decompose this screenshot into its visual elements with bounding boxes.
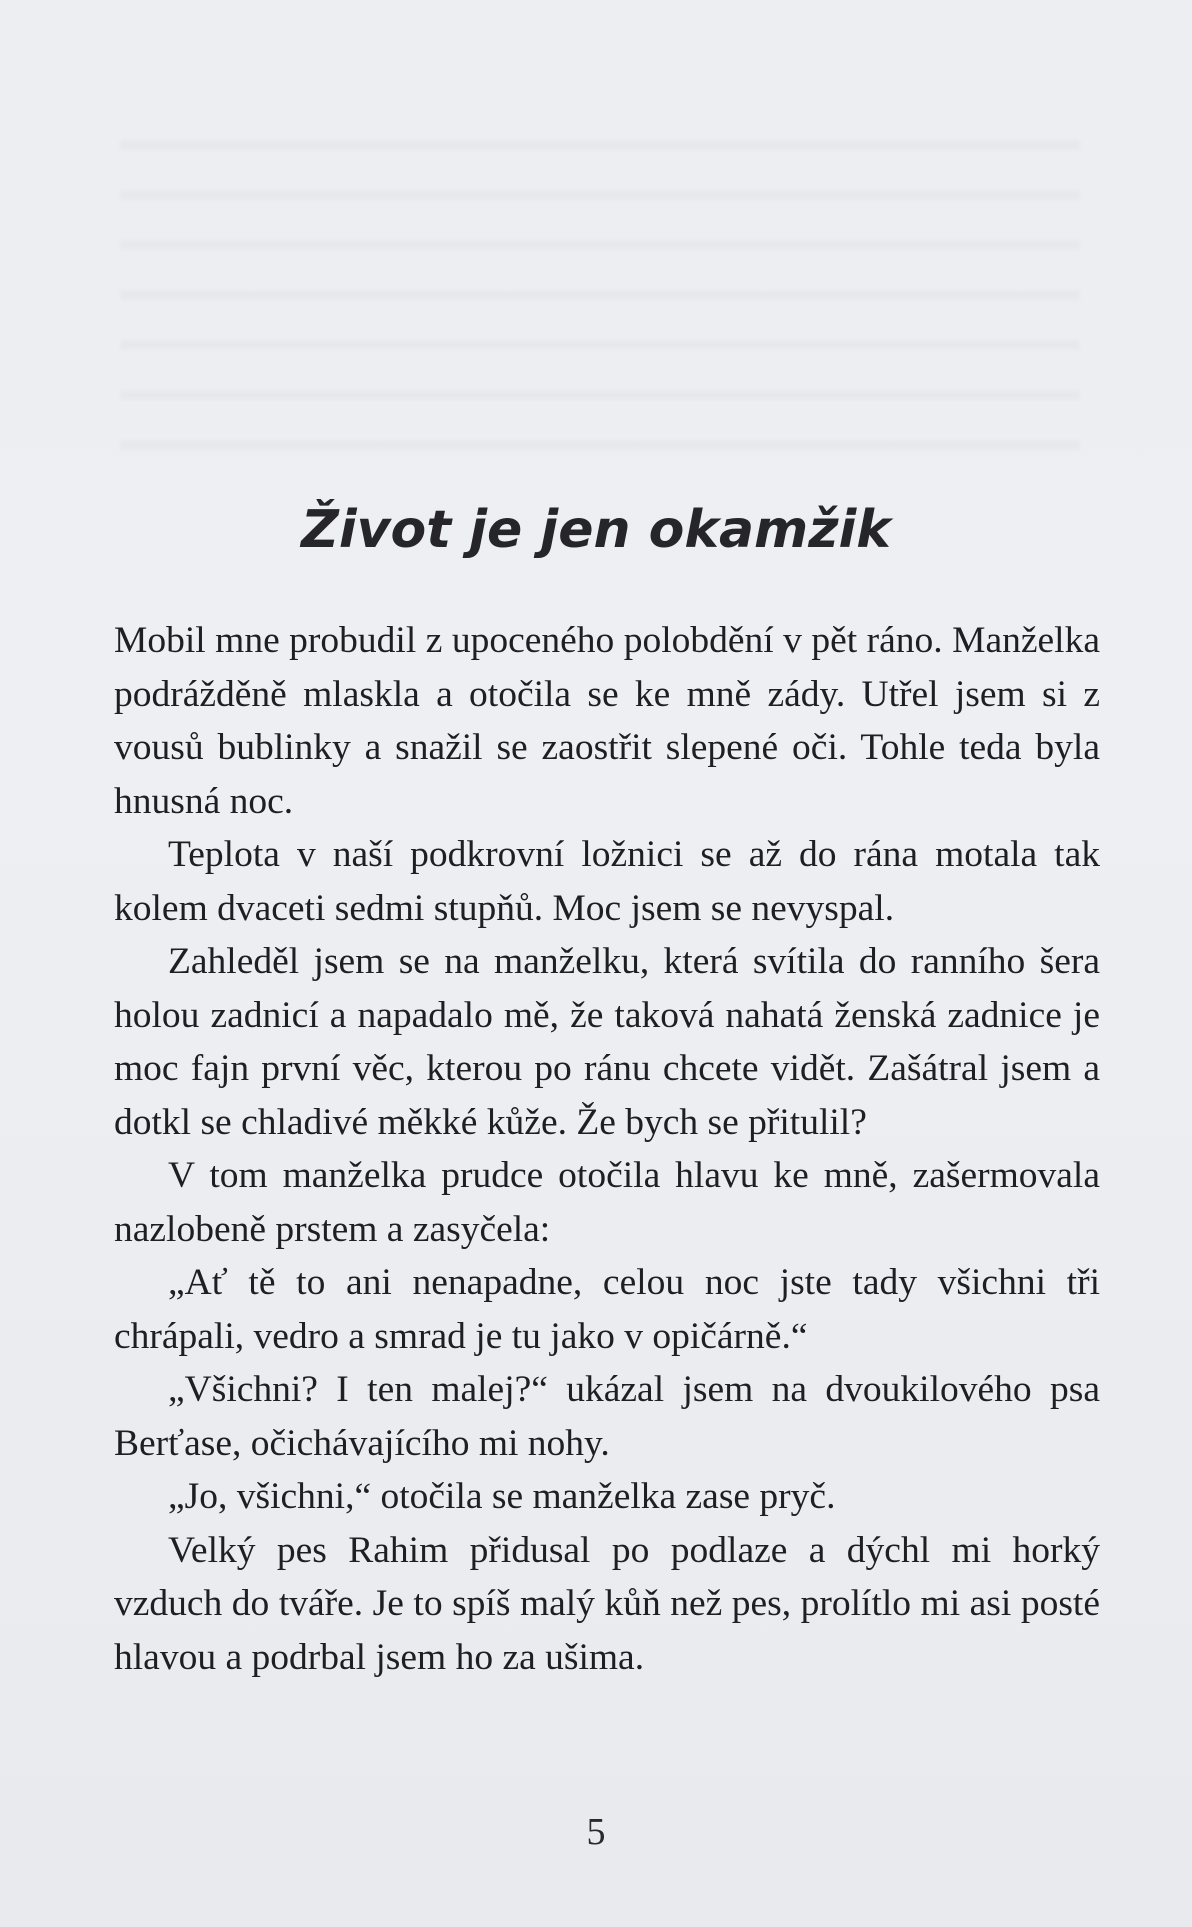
paragraph: „Ať tě to ani nenapadne, celou noc jste tady všichni tři chrápali, vedro a smrad je tu jako v opičárně.“ [114, 1262, 1100, 1357]
body-text [114, 614, 1100, 1684]
paragraph: Mobil mne probudil z upoceného polobdění v pět ráno. Manželka podrážděně mlaskla a otočila se ke mně zády. Utřel jsem si z vousů bublinky a snažil se zaostřit slepené oči. Tohle teda byla hnusná noc. [114, 620, 1100, 822]
show-through-text [120, 100, 1080, 460]
paragraph: V tom manželka prudce otočila hlavu ke mně, zašermovala nazlobeně prstem a zasyčela: [114, 1155, 1100, 1250]
paragraph: Velký pes Rahim přidusal po podlaze a dýchl mi horký vzduch do tváře. Je to spíš malý kůň než pes, prolítlo mi asi posté hlavou a podrbal jsem ho za ušima. [114, 1529, 1100, 1678]
page-number: 5 [586, 1811, 606, 1853]
paragraph: „Všichni? I ten malej?“ ukázal jsem na dvoukilového psa Berťase, očichávajícího mi nohy. [114, 1369, 1100, 1464]
paragraph: „Jo, všichni,“ otočila se manželka zase pryč. [168, 1476, 836, 1517]
paragraph: Zahleděl jsem se na manželku, která svítila do ranního šera holou zadnicí a napadalo mě, že taková nahatá ženská zadnice je moc fajn první věc, kterou po ránu chcete vidět. Zašátral jsem a dotkl se chladivé měkké kůže. Že bych se přitulil? [114, 941, 1100, 1143]
chapter-title: Život je jen okamžik [301, 500, 891, 560]
paragraph: Teplota v naší podkrovní ložnici se až do rána motala tak kolem dvaceti sedmi stupňů. Moc jsem se nevyspal. [114, 834, 1100, 929]
